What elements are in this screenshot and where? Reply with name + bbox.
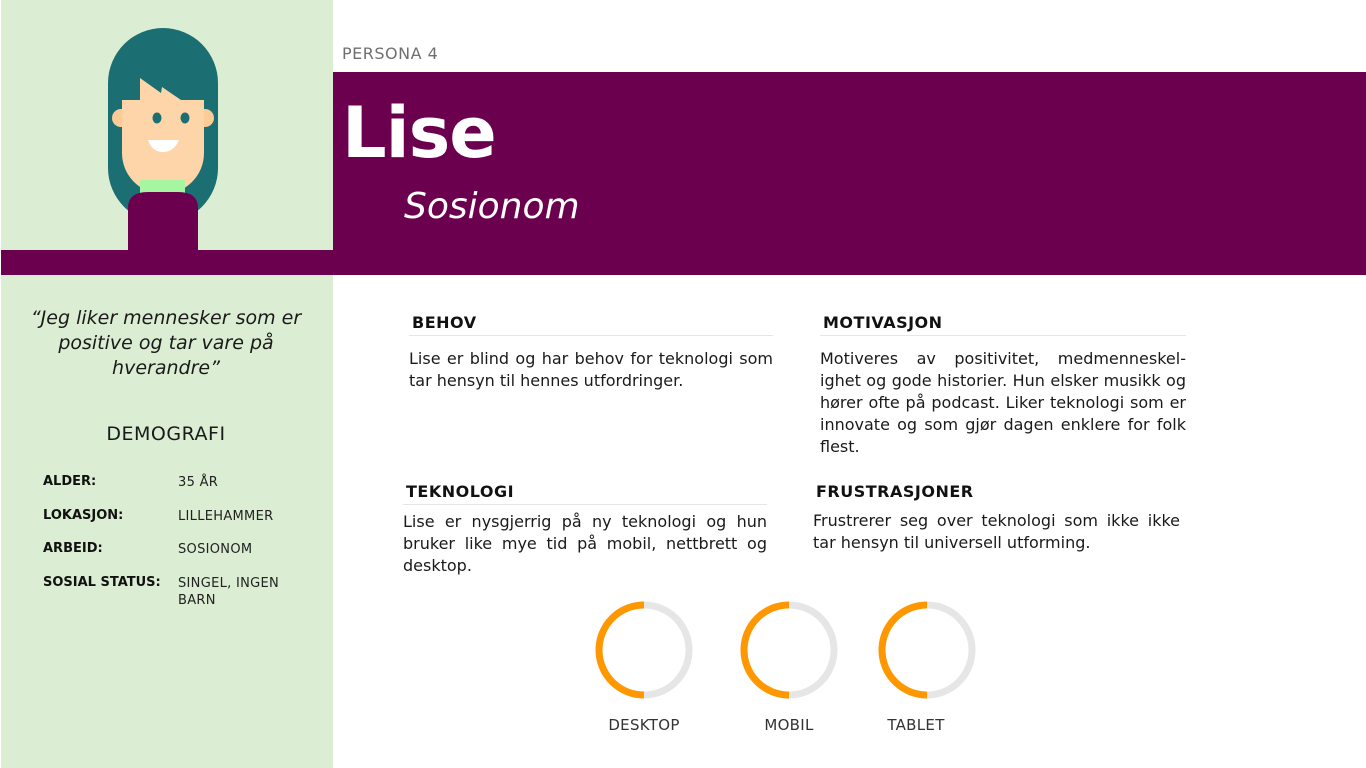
demographics-row-age xyxy=(43,474,308,491)
section-title: FRUSTRASJONER xyxy=(816,482,974,501)
donut-tablet xyxy=(877,600,977,734)
demographics-value: LILLEHAMMER xyxy=(178,509,274,524)
persona-quote: “Jeg liker mennesker som er positive og tar vare på hverandre” xyxy=(30,307,302,379)
section-body: Motiveres av positivitet, medmenneskel-ighet og gode historier. Hun elsker musikk og hører ofte på podcast. Liker teknologi som er innovate og som gjør dagen enklere for folk flest. xyxy=(820,349,1186,456)
section-title: BEHOV xyxy=(409,313,773,336)
demographics-key: LOKASJON: xyxy=(43,508,124,523)
section-body: Frustrerer seg over teknologi som ikke ikke tar hensyn til universell utforming. xyxy=(813,511,1180,552)
donut-label: DESKTOP xyxy=(608,716,680,734)
section-body: Lise er nysgjerrig på ny teknologi og hun bruker like mye tid på mobil, nettbrett og desktop. xyxy=(403,512,767,575)
donut-label: MOBIL xyxy=(764,716,814,734)
persona-number-label: PERSONA 4 xyxy=(342,44,439,63)
donut-ring-icon xyxy=(594,600,694,700)
persona-role: Sosionom xyxy=(404,186,580,227)
donut-ring-icon xyxy=(877,600,977,700)
donut-ring-icon xyxy=(739,600,839,700)
section-frustrasjoner xyxy=(813,482,1180,554)
demographics-title: DEMOGRAFI xyxy=(106,423,226,445)
section-body: Lise er blind og har behov for teknologi som tar hensyn til hennes utfordringer. xyxy=(409,349,773,390)
donut-desktop xyxy=(594,600,694,734)
persona-avatar-icon xyxy=(108,28,218,250)
section-motivasjon xyxy=(820,313,1186,458)
section-behov xyxy=(409,313,773,392)
donut-label: TABLET xyxy=(887,716,945,734)
demographics-key: SOSIAL STATUS: xyxy=(43,575,161,590)
demographics-key: ALDER: xyxy=(43,474,97,489)
section-teknologi xyxy=(403,482,767,577)
section-title: TEKNOLOGI xyxy=(403,482,767,505)
header-band-bottom xyxy=(1,250,1366,275)
donut-mobil xyxy=(739,600,839,734)
demographics-value: SOSIONOM xyxy=(178,542,253,557)
section-title: MOTIVASJON xyxy=(820,313,1186,336)
persona-name: Lise xyxy=(342,92,496,174)
demographics-row-location xyxy=(43,508,308,525)
demographics-row-social-status xyxy=(43,575,308,609)
demographics-row-work xyxy=(43,541,308,558)
demographics-value: SINGEL, INGEN BARN xyxy=(178,576,280,608)
demographics-value: 35 ÅR xyxy=(178,475,219,490)
demographics-key: ARBEID: xyxy=(43,541,103,556)
